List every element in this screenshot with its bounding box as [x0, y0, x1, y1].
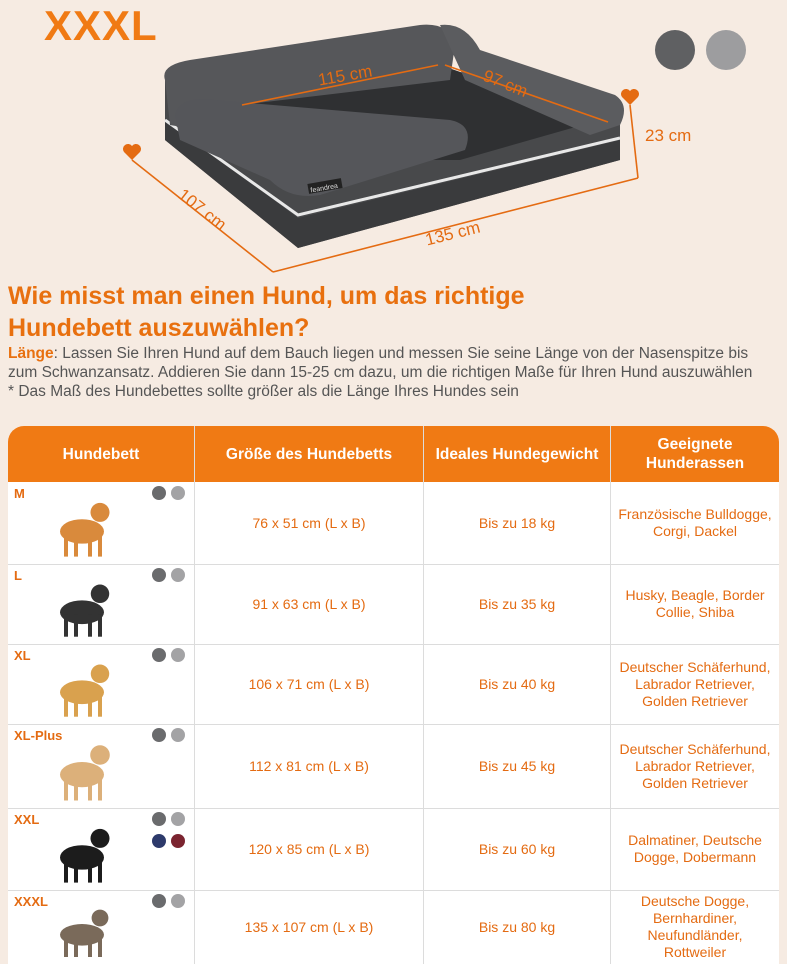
- border-collie-icon: [48, 574, 120, 640]
- weight-cell: Bis zu 80 kg: [478, 918, 556, 935]
- header-bed-size: Größe des Hundebetts: [195, 426, 423, 482]
- row-size-label: M: [14, 486, 25, 501]
- dog-bed-image: [120, 10, 680, 280]
- row-size-label: L: [14, 568, 22, 583]
- bed-size-cell: 91 x 63 cm (L x B): [252, 595, 366, 612]
- bed-size-cell: 112 x 81 cm (L x B): [249, 757, 369, 774]
- dimension-inner-width: 97 cm: [480, 66, 531, 102]
- header-breeds: Geeignete Hunderassen: [611, 426, 779, 482]
- color-dot: [152, 486, 166, 500]
- dimension-inner-length: 115 cm: [316, 61, 374, 90]
- color-dot: [152, 834, 166, 848]
- breeds-cell: Deutsche Dogge, Bernhardiner, Neufundländer, Rottweiler: [640, 893, 750, 960]
- bed-size-cell: 135 x 107 cm (L x B): [244, 918, 374, 935]
- brand-label: feandrea: [310, 182, 339, 195]
- breeds-cell: Dalmatiner, Deutsche Dogge, Dobermann: [628, 832, 762, 865]
- guide-description: [8, 344, 778, 401]
- weight-cell: Bis zu 60 kg: [478, 840, 556, 857]
- corgi-icon: [48, 492, 120, 560]
- golden-retriever-icon: [48, 654, 120, 720]
- dimension-width: 107 cm: [174, 184, 230, 235]
- header-weight: Ideales Hundegewicht: [424, 426, 610, 482]
- labrador-icon: [48, 734, 120, 804]
- length-text: : Lassen Sie Ihren Hund auf dem Bauch liegen und messen Sie seine Länge von der Nasenspitze bis zum Schwanzansatz. Addieren Sie dann 15-25 cm dazu, um die richtigen Maße für Ihren Hund auszuwählen: [8, 345, 753, 381]
- row-size-label: XXL: [14, 812, 40, 827]
- color-dot: [152, 812, 166, 826]
- bed-size-cell: 120 x 85 cm (L x B): [248, 840, 370, 857]
- breeds-cell: Deutscher Schäferhund, Labrador Retriever, Golden Retriever: [619, 658, 771, 709]
- color-dot: [171, 568, 185, 582]
- row-size-label: XXXL: [14, 894, 48, 909]
- guide-heading: Wie misst man einen Hund, um das richtige Hundebett auszuwählen?: [8, 282, 525, 342]
- heart-icon: [621, 89, 639, 105]
- breeds-cell: Deutscher Schäferhund, Labrador Retriever, Golden Retriever: [619, 740, 771, 791]
- color-dot: [171, 812, 185, 826]
- bed-size-cell: 76 x 51 cm (L x B): [252, 514, 366, 531]
- size-note: * Das Maß des Hundebettes sollte größer als die Länge Ihres Hundes sein: [8, 383, 519, 400]
- color-dot: [152, 894, 166, 908]
- malamute-icon: [48, 900, 120, 960]
- color-dot: [171, 648, 185, 662]
- size-table: [8, 426, 779, 964]
- color-dot: [152, 568, 166, 582]
- dimension-height: 23 cm: [645, 126, 692, 145]
- color-swatch-light-grey[interactable]: [706, 30, 746, 70]
- color-dot: [171, 834, 185, 848]
- row-size-label: XL: [14, 648, 31, 663]
- heart-icon: [123, 144, 141, 160]
- length-label: Länge: [8, 345, 54, 362]
- dobermann-icon: [48, 818, 120, 886]
- breeds-cell: Französische Bulldogge, Corgi, Dackel: [618, 506, 772, 539]
- weight-cell: Bis zu 40 kg: [478, 675, 556, 692]
- color-dot: [152, 648, 166, 662]
- header-hundebett: Hundebett: [8, 426, 194, 482]
- row-size-label: XL-Plus: [14, 728, 63, 743]
- dimension-length: 135 cm: [423, 217, 483, 250]
- weight-cell: Bis zu 18 kg: [478, 514, 556, 531]
- breeds-cell: Husky, Beagle, Border Collie, Shiba: [625, 587, 765, 620]
- weight-cell: Bis zu 35 kg: [478, 595, 556, 612]
- size-title: XXXL: [44, 2, 158, 49]
- color-dot: [171, 894, 185, 908]
- color-dot: [171, 728, 185, 742]
- weight-cell: Bis zu 45 kg: [478, 757, 556, 774]
- bed-size-cell: 106 x 71 cm (L x B): [248, 675, 370, 692]
- color-dot: [171, 486, 185, 500]
- color-dot: [152, 728, 166, 742]
